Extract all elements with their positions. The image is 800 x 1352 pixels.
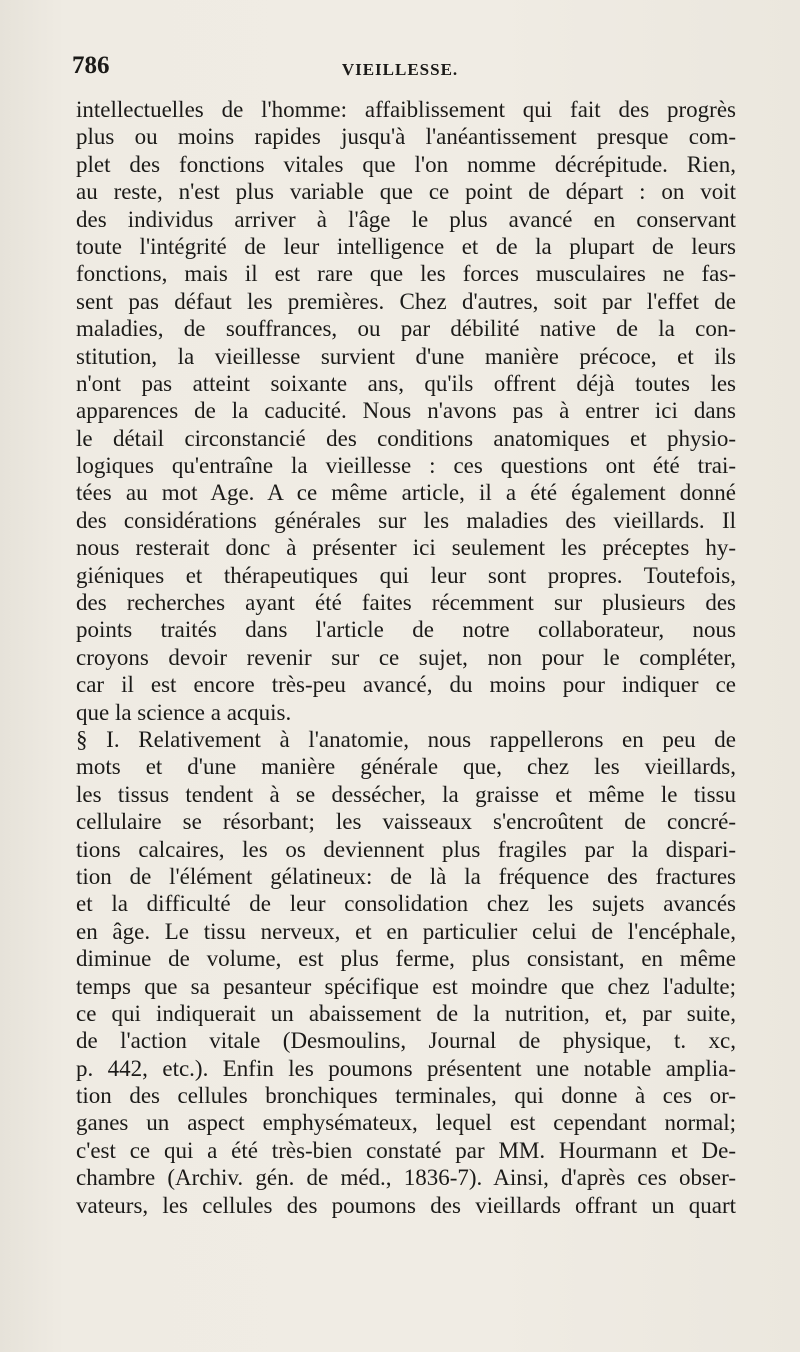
text-line: giéniques et thérapeutiques qui leur sont propres. Toutefois, (76, 562, 736, 588)
text-line: logiques qu'entraîne la vieillesse : ces questions ont été trai- (76, 453, 736, 479)
text-line: ganes un aspect emphysémateux, lequel est cependant normal; (76, 1110, 736, 1136)
text-line: plus ou moins rapides jusqu'à l'anéantissement presque com- (76, 124, 736, 150)
text-line: toute l'intégrité de leur intelligence et de la plupart de leurs (76, 233, 736, 259)
text-line: stitution, la vieillesse survient d'une manière précoce, et ils (76, 343, 736, 369)
text-line: les tissus tendent à se dessécher, la graisse et même le tissu (76, 781, 736, 807)
text-line: intellectuelles de l'homme: affaiblissement qui fait des progrès (76, 97, 736, 122)
text-line: de l'action vitale (Desmoulins, Journal de physique, t. xc, (76, 1028, 736, 1054)
text-line: vateurs, les cellules des poumons des vieillards offrant un quart (76, 1192, 736, 1218)
text-line: des recherches ayant été faites récemment sur plusieurs des (76, 590, 736, 616)
text-line: § I. Relativement à l'anatomie, nous rappellerons en peu de (76, 726, 736, 752)
text-line: chambre (Archiv. gén. de méd., 1836-7). Ainsi, d'après ces obser- (76, 1165, 736, 1191)
page-number: 786 (72, 52, 110, 79)
text-line: tées au mot Age. A ce même article, il a été également donné (76, 480, 736, 506)
text-line: tion de l'élément gélatineux: de là la fréquence des fractures (76, 863, 736, 889)
page-header (0, 52, 800, 92)
text-line: tions calcaires, les os deviennent plus fragiles par la dispari- (76, 836, 736, 862)
text-line: tion des cellules bronchiques terminales, qui donne à ces or- (76, 1083, 736, 1109)
text-line: p. 442, etc.). Enfin les poumons présentent une notable amplia- (76, 1055, 736, 1081)
text-line: temps que sa pesanteur spécifique est moindre que chez l'adulte; (76, 973, 736, 999)
text-line: ce qui indiquerait un abaissement de la nutrition, et, par suite, (76, 1000, 736, 1026)
text-line: fonctions, mais il est rare que les forces musculaires ne fas- (76, 261, 736, 287)
text-line: c'est ce qui a été très-bien constaté par MM. Hourmann et De- (76, 1137, 736, 1163)
text-line: croyons devoir revenir sur ce sujet, non pour le compléter, (76, 644, 736, 670)
text-line: des individus arriver à l'âge le plus avancé en conservant (76, 206, 736, 232)
text-line: diminue de volume, est plus ferme, plus consistant, en même (76, 946, 736, 972)
text-line: des considérations générales sur les maladies des vieillards. Il (76, 507, 736, 533)
text-line: n'ont pas atteint soixante ans, qu'ils offrent déjà toutes les (76, 370, 736, 396)
text-line: plet des fonctions vitales que l'on nomme décrépitude. Rien, (76, 151, 736, 177)
text-line: maladies, de souffrances, ou par débilité native de la con- (76, 316, 736, 342)
text-line: points traités dans l'article de notre collaborateur, nous (76, 617, 736, 643)
text-line: nous resterait donc à présenter ici seulement les préceptes hy- (76, 535, 736, 561)
running-head: VIEILLESSE. (341, 60, 459, 79)
text-line: et la difficulté de leur consolidation chez les sujets avancés (76, 891, 736, 917)
text-line: au reste, n'est plus variable que ce point de départ : on voit (76, 179, 736, 205)
text-line: sent pas défaut les premières. Chez d'autres, soit par l'effet de (76, 288, 736, 314)
text-line: en âge. Le tissu nerveux, et en particulier celui de l'encéphale, (76, 918, 736, 944)
body-text (76, 96, 736, 1219)
text-line: le détail circonstancié des conditions anatomiques et physio- (76, 425, 736, 451)
text-line: apparences de la caducité. Nous n'avons pas à entrer ici dans (76, 398, 736, 424)
text-line: car il est encore très-peu avancé, du moins pour indiquer ce (76, 672, 736, 698)
text-line: mots et d'une manière générale que, chez les vieillards, (76, 754, 736, 780)
text-line: que la science a acquis. (76, 699, 292, 725)
text-line: cellulaire se résorbant; les vaisseaux s'encroûtent de concré- (76, 809, 736, 835)
